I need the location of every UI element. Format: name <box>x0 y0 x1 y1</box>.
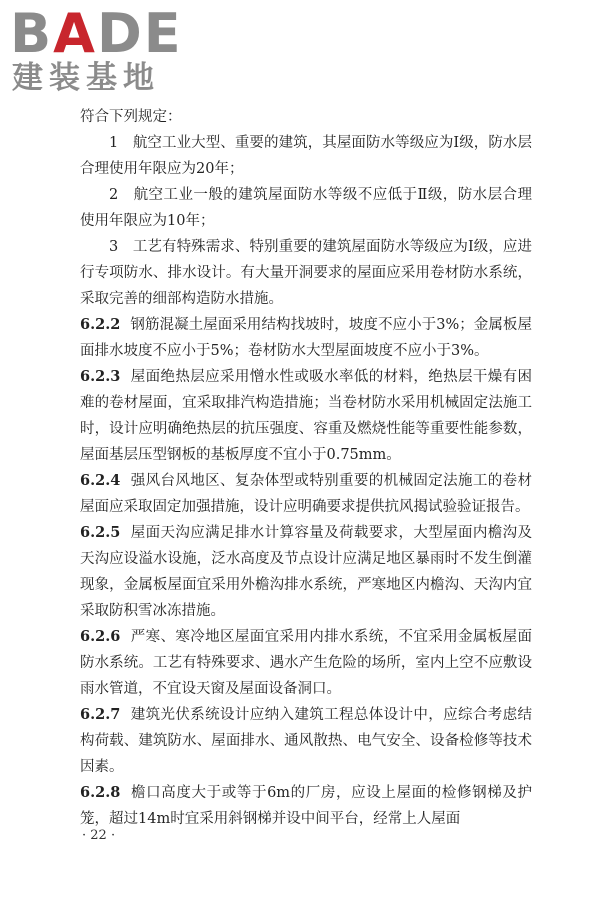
logo-letter-b: B <box>10 2 54 65</box>
clause-number: 6.2.3 <box>80 368 121 385</box>
logo-letters-de: DE <box>96 2 183 65</box>
paragraph <box>80 364 532 468</box>
clause-number: 6.2.6 <box>80 628 121 645</box>
paragraph-text: 1 航空工业大型、重要的建筑，其屋面防水等级应为Ⅰ级，防水层合理使用年限应为20年； <box>80 135 532 177</box>
paragraph <box>80 780 532 832</box>
paragraph <box>80 312 532 364</box>
logo-brand <box>10 2 183 65</box>
document-body <box>80 104 532 832</box>
paragraph <box>80 702 532 780</box>
clause-number: 6.2.7 <box>80 706 121 723</box>
paragraph <box>80 182 532 234</box>
logo-letter-a: A <box>53 2 97 65</box>
clause-number: 6.2.5 <box>80 524 121 541</box>
clause-number: 6.2.4 <box>80 472 121 489</box>
paragraph-text: 钢筋混凝土屋面采用结构找坡时，坡度不应小于3%；金属板屋面排水坡度不应小于5%；卷材防水大型屋面坡度不应小于3%。 <box>80 317 532 359</box>
paragraph-text: 符合下列规定： <box>80 109 182 125</box>
paragraph-text: 严寒、寒冷地区屋面宜采用内排水系统，不宜采用金属板屋面防水系统。工艺有特殊要求、遇水产生危险的场所，室内上空不应敷设雨水管道，不宜设天窗及屋面设备洞口。 <box>80 629 532 697</box>
paragraph <box>80 104 532 130</box>
paragraph-text: 强风台风地区、复杂体型或特别重要的机械固定法施工的卷材屋面应采取固定加强措施，设计应明确要求提供抗风揭试验验证报告。 <box>80 473 532 515</box>
paragraph-text: 2 航空工业一般的建筑屋面防水等级不应低于Ⅱ级，防水层合理使用年限应为10年； <box>80 187 532 229</box>
logo-subtitle: 建装基地 <box>12 60 160 96</box>
paragraph <box>80 624 532 702</box>
clause-number: 6.2.8 <box>80 784 121 801</box>
paragraph-text: 3 工艺有特殊需求、特别重要的建筑屋面防水等级应为Ⅰ级，应进行专项防水、排水设计。有大量开洞要求的屋面应采用卷材防水系统，采取完善的细部构造防水措施。 <box>80 239 532 307</box>
page-number: · 22 · <box>82 828 116 843</box>
paragraph-text: 屋面天沟应满足排水计算容量及荷载要求，大型屋面内檐沟及天沟应设溢水设施，泛水高度及节点设计应满足地区暴雨时不发生倒灌现象，金属板屋面宜采用外檐沟排水系统，严寒地区内檐沟、天沟内宜采取防积雪冰冻措施。 <box>80 525 532 619</box>
paragraph-text: 檐口高度大于或等于6m的厂房，应设上屋面的检修钢梯及护笼，超过14m时宜采用斜钢梯并设中间平台，经常上人屋面 <box>80 785 532 827</box>
paragraph-text: 建筑光伏系统设计应纳入建筑工程总体设计中，应综合考虑结构荷载、建筑防水、屋面排水、通风散热、电气安全、设备检修等技术因素。 <box>80 707 532 775</box>
paragraph <box>80 234 532 312</box>
paragraph-text: 屋面绝热层应采用憎水性或吸水率低的材料，绝热层干燥有困难的卷材屋面，宜采取排汽构造措施；当卷材防水采用机械固定法施工时，设计应明确绝热层的抗压强度、容重及燃烧性能等重要性能参数，屋面基层压型钢板的基板厚度不宜小于0.75mm。 <box>80 369 532 463</box>
clause-number: 6.2.2 <box>80 316 121 333</box>
paragraph <box>80 520 532 624</box>
paragraph <box>80 468 532 520</box>
bade-logo <box>10 2 200 98</box>
paragraph <box>80 130 532 182</box>
